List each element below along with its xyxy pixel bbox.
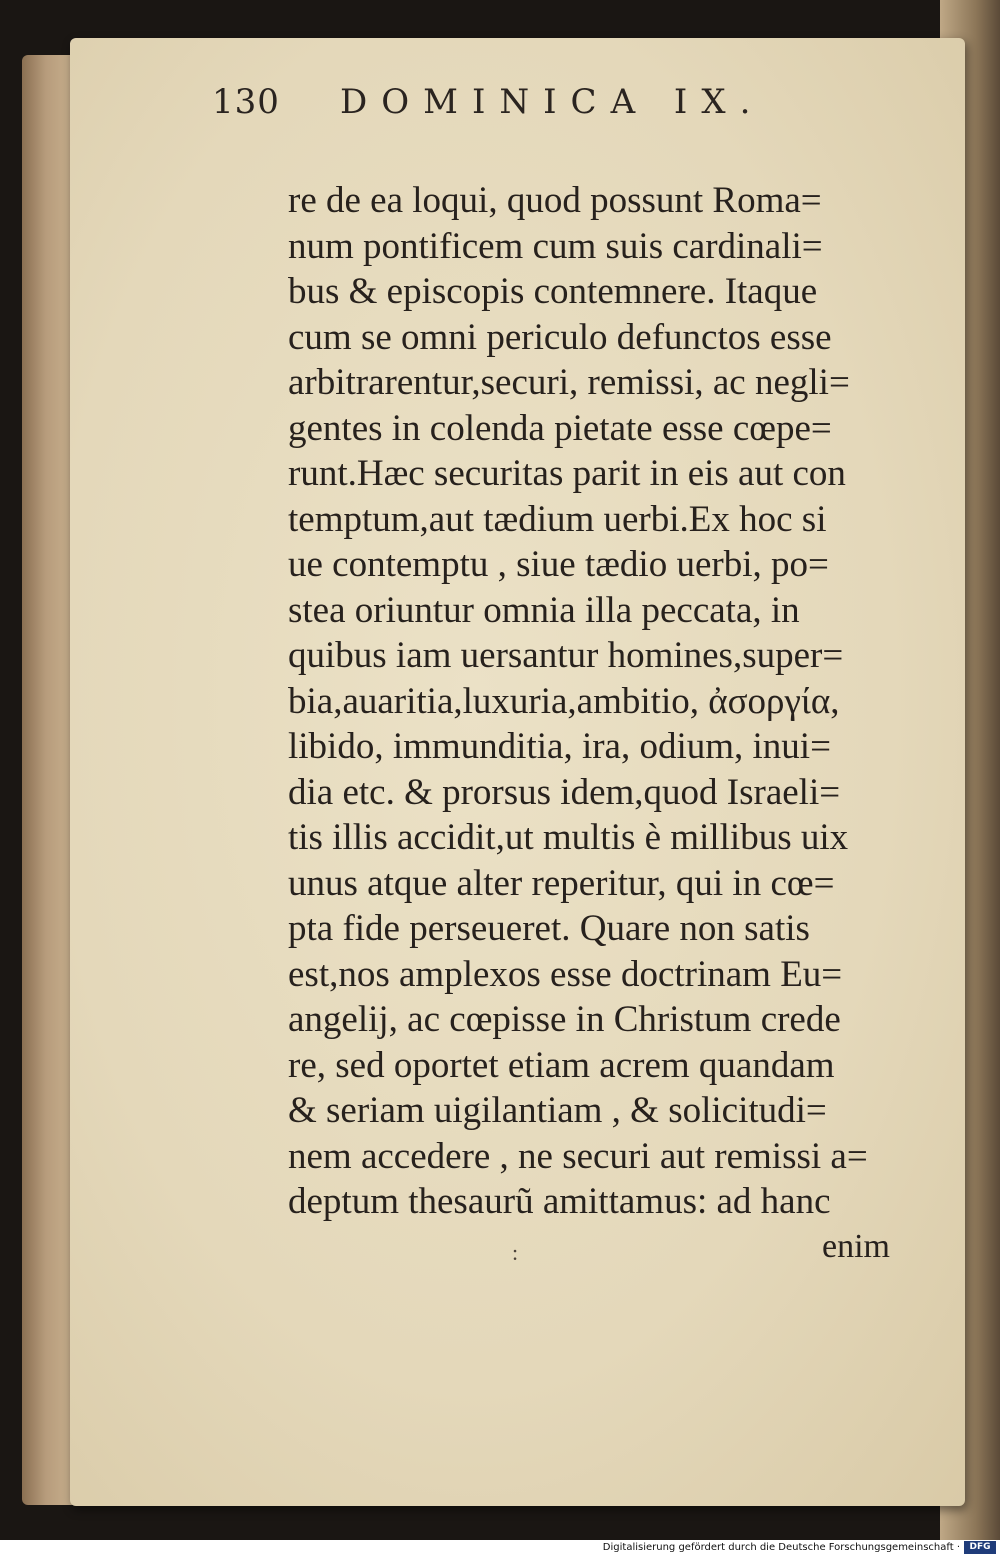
text-line: dia etc. & prorsus idem,quod Israeli= [288,771,841,813]
text-line: pta fide perseueret. Quare non satis [288,908,810,949]
text-line: tis illis accidit,ut multis è millibus uix [288,817,849,858]
text-line: re, sed oportet etiam acrem quandam [288,1044,835,1086]
text-line: bus & episcopis contemnere. Itaque [288,271,818,312]
catchword: enim [822,1228,890,1265]
page-header [212,82,812,132]
text-line: libido, immunditia, ira, odium, inui= [288,726,831,767]
stray-mark: : [512,1240,519,1265]
text-line: unus atque alter reperitur, qui in cœ= [288,862,835,904]
text-line: ue contemptu , siue tædio uerbi, po= [288,544,829,585]
text-line: angelij, ac cœpisse in Christum crede [288,999,841,1040]
running-title: DOMINICA IX. [340,82,765,122]
text-line: temptum,aut tædium uerbi.Ex hoc si [288,498,827,540]
text-line: deptum thesaurũ amittamus: ad hanc [288,1181,831,1222]
dfg-logo-icon: DFG [964,1541,996,1554]
funding-note: Digitalisierung gefördert durch die Deutsche Forschungsgemeinschaft · [602,1542,960,1553]
text-line: num pontificem cum suis cardinali= [288,225,823,267]
text-line: nem accedere , ne securi aut remissi a= [288,1135,868,1177]
text-line: bia,auaritia,luxuria,ambitio, ἀσοργία, [288,680,840,722]
text-line: arbitrarentur,securi, remissi, ac negli= [288,362,850,403]
text-line: & seriam uigilantiam , & solicitudi= [288,1090,827,1131]
text-line: runt.Hæc securitas parit in eis aut con [288,453,846,494]
text-line: cum se omni periculo defunctos esse [288,316,832,358]
text-line: quibus iam uersantur homines,super= [288,635,844,676]
body-text [288,178,918,1225]
text-line: est,nos amplexos esse doctrinam Eu= [288,953,843,995]
text-line: gentes in colenda pietate esse cœpe= [288,407,832,449]
page-number: 130 [212,82,280,122]
text-line: stea oriuntur omnia illa peccata, in [288,589,800,631]
text-line: re de ea loqui, quod possunt Roma= [288,180,822,221]
